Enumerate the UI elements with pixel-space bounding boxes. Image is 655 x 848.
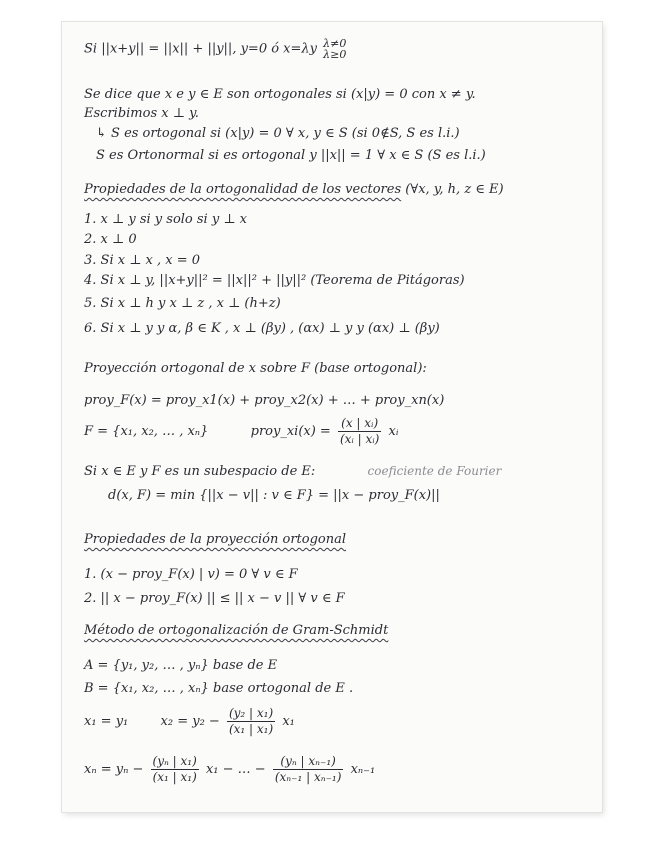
text-span: Si ||x+y|| = ||x|| + ||y||, y=0 ó x=λy	[84, 41, 317, 57]
fraction-denominator: (xₙ₋₁ | xₙ₋₁)	[274, 770, 342, 784]
text-line: ↳ S es ortogonal si (x|y) = 0 ∀ x, y ∈ S (si 0∉S, S es l.i.)	[96, 126, 460, 141]
formula-part: Si x ∈ E y F es un subespacio de E:	[84, 464, 316, 479]
condition-top: λ≠0	[323, 37, 347, 50]
list-item: 4. Si x ⊥ y, ||x+y||² = ||x||² + ||y||² (Teorema de Pitágoras)	[84, 273, 465, 288]
heading-text: Propiedades de la ortogonalidad de los vectores	[84, 182, 402, 197]
formula-line	[84, 462, 501, 481]
list-item: 2. x ⊥ 0	[84, 232, 137, 247]
formula-part: x₁ − … −	[205, 762, 266, 777]
list-item: 3. Si x ⊥ x , x = 0	[84, 253, 201, 268]
formula-line	[84, 706, 295, 737]
formula-line: B = {x₁, x₂, … , xₙ} base ortogonal de E .	[84, 681, 354, 696]
list-item: 1. (x − proy_F(x) | v) = 0 ∀ v ∈ F	[84, 567, 298, 582]
formula-part: xₙ = yₙ −	[84, 762, 144, 777]
formula-part: x₂ = y₂ −	[160, 714, 220, 729]
formula-line: A = {y₁, y₂, … , yₙ} base de E	[84, 658, 278, 673]
section-heading	[84, 622, 388, 640]
fraction-numerator: (y₂ | x₁)	[228, 706, 274, 720]
fraction-numerator: (yₙ | xₙ₋₁)	[273, 754, 344, 770]
section-heading	[84, 181, 504, 199]
fraction	[338, 416, 381, 447]
list-item: 5. Si x ⊥ h y x ⊥ z , x ⊥ (h+z)	[84, 296, 281, 311]
heading-quantifier: (∀x, y, h, z ∈ E)	[405, 182, 504, 197]
list-item: 2. || x − proy_F(x) || ≤ || x − v || ∀ v ∈ F	[84, 591, 345, 606]
fraction-numerator: (x | xᵢ)	[338, 416, 381, 432]
formula-part: F = {x₁, x₂, … , xₙ}	[84, 424, 209, 439]
fraction	[151, 754, 199, 785]
formula-part: proy_xi(x) =	[250, 424, 331, 439]
condition-bottom: λ≥0	[323, 48, 347, 61]
formula-part: x₁	[282, 714, 295, 729]
text-line: Escribimos x ⊥ y.	[84, 106, 199, 121]
heading-text: Método de ortogonalización de Gram-Schmidt	[84, 623, 389, 638]
formula-line	[84, 754, 375, 785]
list-item: 6. Si x ⊥ y y α, β ∈ K , x ⊥ (βy) , (αx) ⊥ y y (αx) ⊥ (βy)	[84, 321, 440, 336]
formula-line: proy_F(x) = proy_x1(x) + proy_x2(x) + … + proy_xn(x)	[84, 393, 445, 408]
condition-brace	[323, 38, 346, 60]
formula-line	[84, 416, 398, 447]
text-line: Se dice que x e y ∈ E son ortogonales si (x|y) = 0 con x ≠ y.	[84, 87, 476, 102]
fraction-numerator: (yₙ | x₁)	[152, 754, 197, 768]
fraction-denominator: (x₁ | x₁)	[152, 770, 197, 784]
heading-text: Propiedades de la proyección ortogonal	[84, 532, 347, 547]
section-heading	[84, 531, 346, 549]
fraction-denominator: (xᵢ | xᵢ)	[339, 432, 380, 446]
formula-part: xₙ₋₁	[350, 762, 376, 777]
fraction	[273, 754, 344, 785]
margin-note: coeficiente de Fourier	[367, 464, 502, 478]
text-line: S es Ortonormal si es ortogonal y ||x|| = 1 ∀ x ∈ S (S es l.i.)	[96, 148, 486, 163]
section-heading: Proyección ortogonal de x sobre F (base ortogonal):	[84, 361, 427, 376]
fraction-denominator: (x₁ | x₁)	[228, 722, 274, 736]
formula-part: x₁ = y₁	[84, 714, 129, 729]
fraction	[227, 706, 275, 737]
formula-part: xᵢ	[388, 424, 399, 439]
list-item: 1. x ⊥ y si y solo si y ⊥ x	[84, 212, 248, 227]
text-line	[84, 38, 346, 60]
formula-line: d(x, F) = min {||x − v|| : v ∈ F} = ||x − proy_F(x)||	[108, 488, 440, 503]
